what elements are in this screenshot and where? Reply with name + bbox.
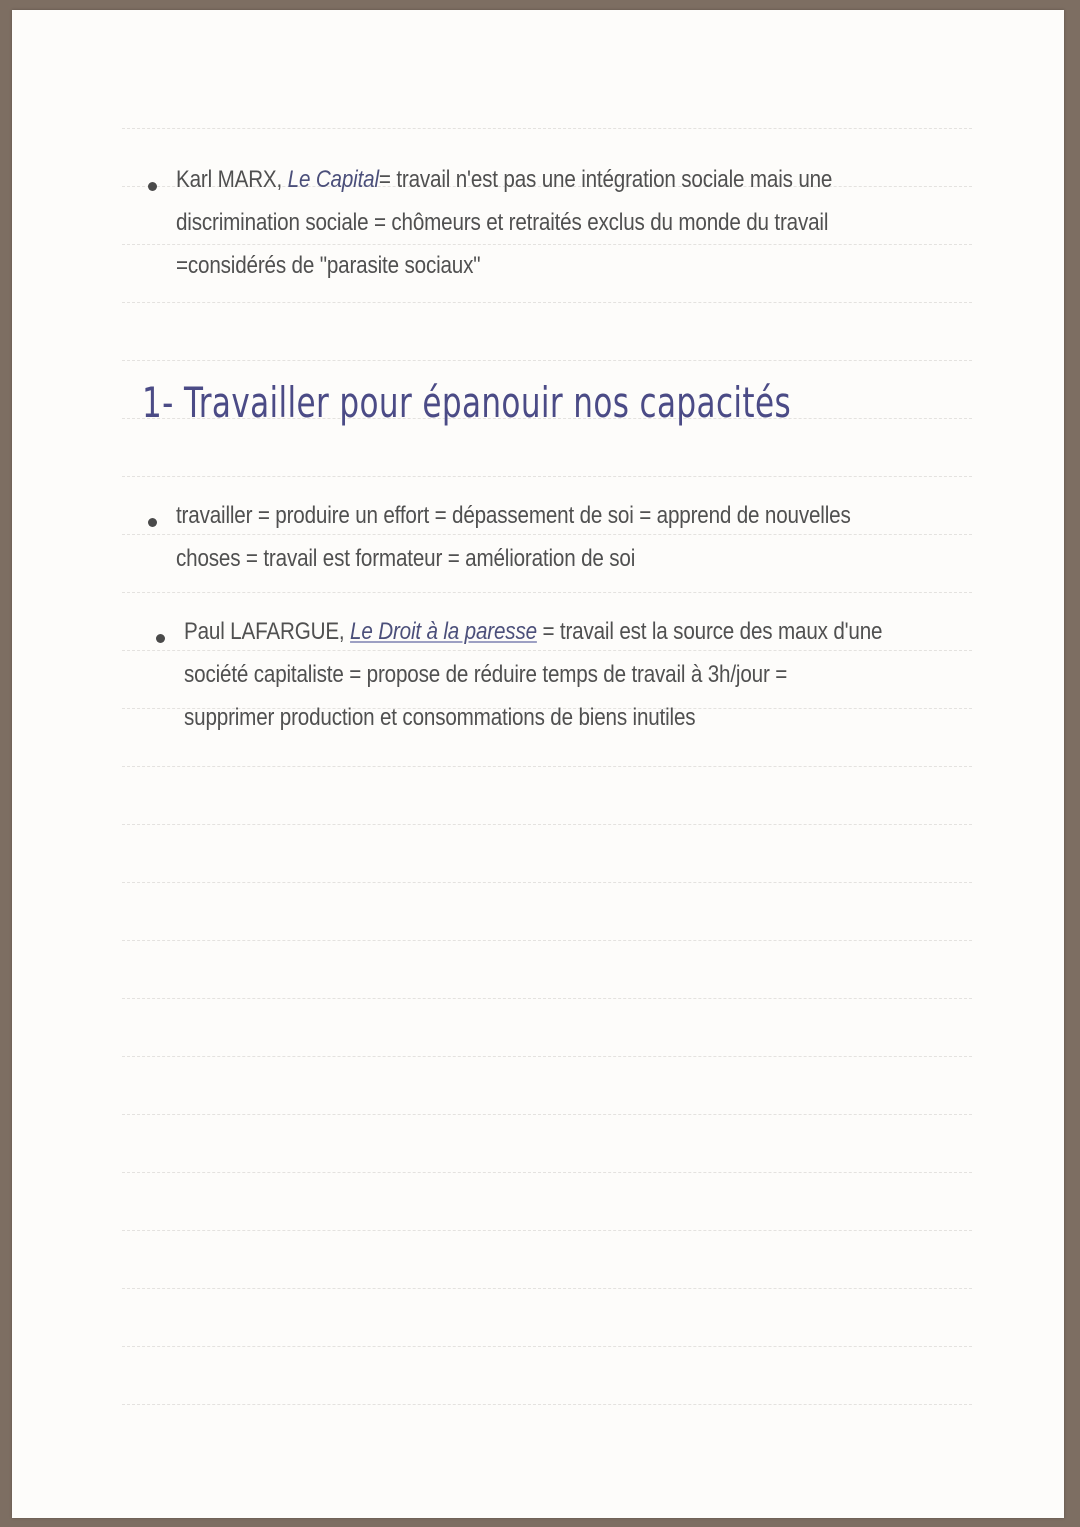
ruled-line — [122, 1114, 972, 1115]
travail-line-1: travailler = produire un effort = dépassement de soi = apprend de nouvelles — [176, 502, 851, 529]
lafargue-line-2: société capitaliste = propose de réduire temps de travail à 3h/jour = — [184, 661, 788, 688]
author-name: Paul LAFARGUE, — [184, 618, 351, 645]
lafargue-line-1-text: = travail est la source des maux d'une — [536, 618, 883, 645]
work-title: Le Droit à la paresse — [350, 618, 537, 645]
ruled-line — [122, 302, 972, 303]
ruled-line — [122, 476, 972, 477]
ruled-line — [122, 1172, 972, 1173]
marx-line-2: discrimination sociale = chômeurs et retraités exclus du monde du travail — [176, 209, 829, 236]
author-name: Karl MARX, — [176, 166, 288, 193]
ruled-line — [122, 824, 972, 825]
ruled-line — [122, 592, 972, 593]
ruled-line — [122, 882, 972, 883]
notebook-page — [12, 10, 1064, 1518]
ruled-line — [122, 360, 972, 361]
ruled-line — [122, 1346, 972, 1347]
section-heading: 1- Travailler pour épanouir nos capacités — [142, 378, 792, 427]
ruled-line — [122, 1230, 972, 1231]
lafargue-line-3: supprimer production et consommations de biens inutiles — [184, 704, 696, 731]
ruled-line — [122, 1404, 972, 1405]
marx-paragraph — [176, 158, 832, 287]
ruled-line — [122, 766, 972, 767]
ruled-line — [122, 940, 972, 941]
marx-line-3: =considérés de "parasite sociaux" — [176, 252, 481, 279]
ruled-line — [122, 1056, 972, 1057]
marx-line-1 — [176, 158, 832, 201]
ruled-line — [122, 1288, 972, 1289]
bullet-icon — [148, 182, 157, 191]
lafargue-line-1 — [184, 610, 882, 653]
travail-paragraph — [176, 494, 851, 580]
work-title: Le Capital — [287, 166, 379, 193]
bullet-icon — [148, 518, 157, 527]
marx-line-1-text: = travail n'est pas une intégration sociale mais une — [378, 166, 833, 193]
bullet-icon — [156, 634, 165, 643]
ruled-line — [122, 998, 972, 999]
ruled-line — [122, 128, 972, 129]
travail-line-2: choses = travail est formateur = amélioration de soi — [176, 545, 636, 572]
lafargue-paragraph — [184, 610, 882, 739]
